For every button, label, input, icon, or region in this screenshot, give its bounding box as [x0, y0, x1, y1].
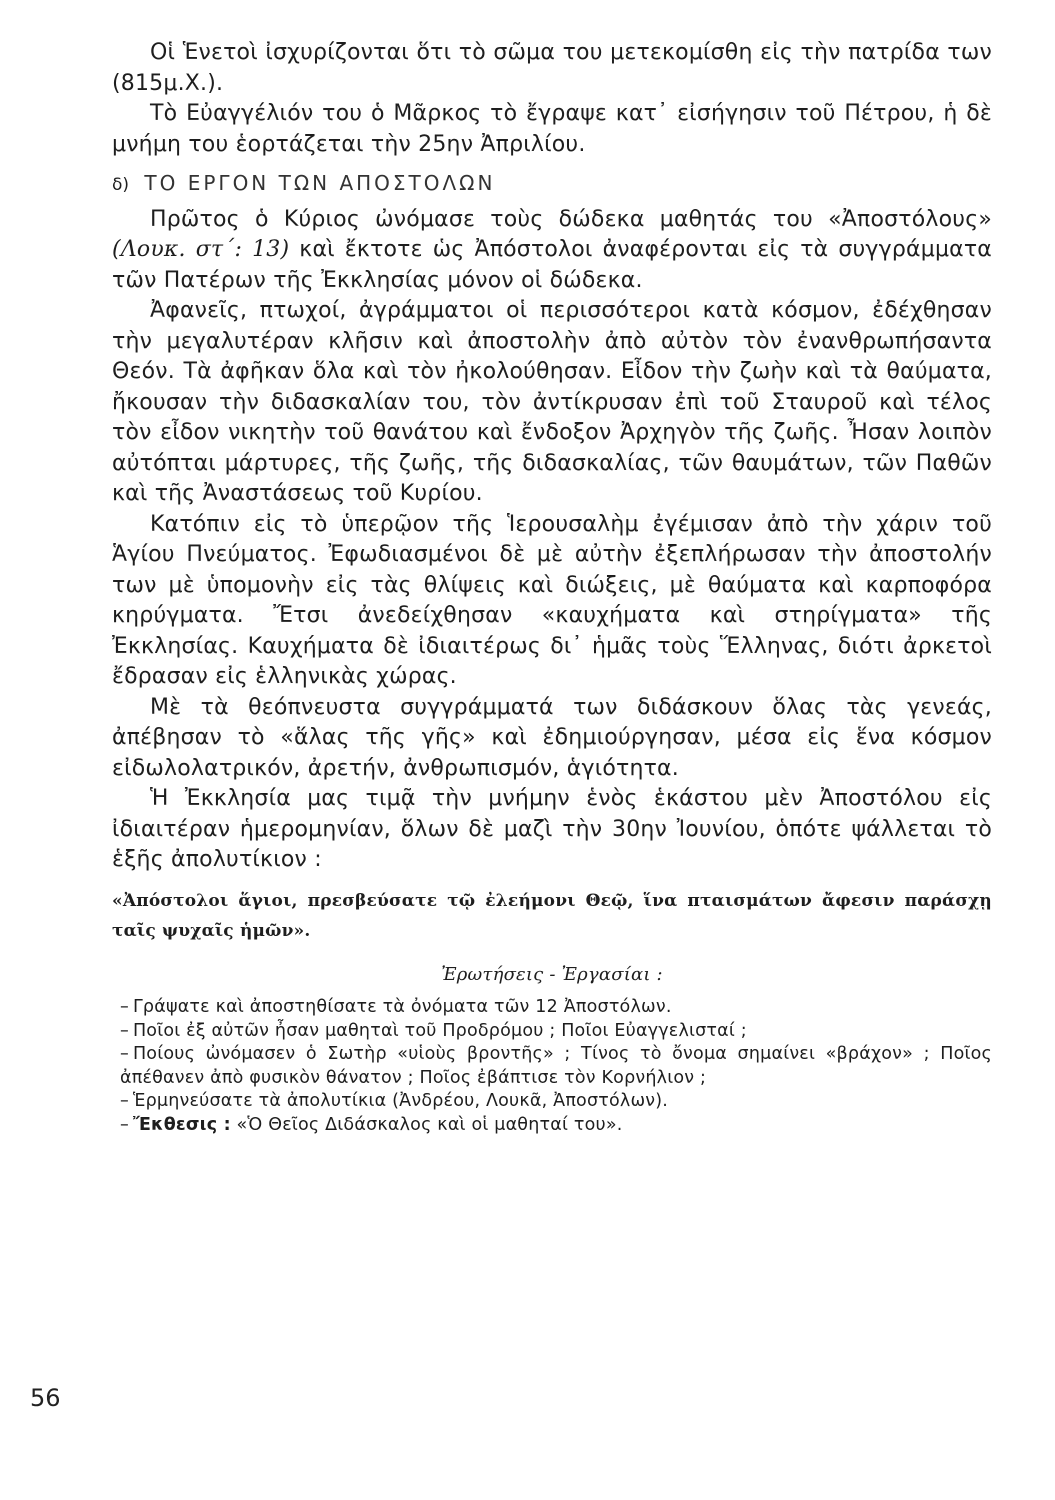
text-span: Πρῶτος ὁ Κύριος ὠνόμασε τοὺς δώδεκα μαθητάς του «Ἀποστόλους» [150, 206, 992, 232]
essay-label: Ἔκθεσις : [132, 1114, 231, 1135]
section-title: ΤΟ ΕΡΓΟΝ ΤΩΝ ΑΠΟΣΤΟΛΩΝ [144, 171, 496, 195]
question-item: – Ἔκθεσις : «Ὁ Θεῖος Διδάσκαλος καὶ οἱ μαθηταί του». [120, 1114, 623, 1135]
main-text [112, 38, 992, 1137]
scripture-reference: (Λουκ. στ´: 13) [112, 237, 290, 262]
section-label: δ) [112, 175, 130, 195]
paragraph-gospel: Τὸ Εὐαγγέλιόν του ὁ Μᾶρκος τὸ ἔγραψε κατ᾽ εἰσήγησιν τοῦ Πέτρου, ἡ δὲ μνήμη του ἑορτάζεται τὴν 25ην Ἀπριλίου. [112, 101, 992, 157]
apolytikion-hymn: «Ἀπόστολοι ἅγιοι, πρεσβεύσατε τῷ ἐλεήμονι Θεῷ, ἵνα πταισμάτων ἄφεσιν παράσχῃ ταῖς ψυχαῖς ἡμῶν». [112, 890, 992, 941]
question-text: Ἑρμηνεύσατε τὰ ἀπολυτίκια (Ἀνδρέου, Λουκᾶ, Ἀποστόλων). [132, 1091, 669, 1111]
questions-title: Ἐρωτήσεις - Ἐργασίαι : [441, 963, 663, 985]
paragraph-feast: Ἡ Ἐκκλησία μας τιμᾷ τὴν μνήμην ἑνὸς ἑκάστου μὲν Ἀποστόλου εἰς ἰδιαιτέραν ἡμερομηνίαν, ὅλων δὲ μαζὶ τὴν 30ην Ἰουνίου, ὁπότε ψάλλεται τὸ ἑξῆς ἀπολυτίκιον : [112, 786, 992, 872]
question-item: – Ποῖοι ἐξ αὐτῶν ἦσαν μαθηταὶ τοῦ Προδρόμου ; Ποῖοι Εὐαγγελισταί ; [120, 1020, 747, 1041]
questions-list [112, 996, 992, 1137]
paragraph-scriptures: Μὲ τὰ θεόπνευστα συγγράμματά των διδάσκουν ὅλας τὰς γενεάς, ἀπέβησαν τὸ «ἅλας τῆς γῆς» καὶ ἐδημιούργησαν, μέσα εἰς ἕνα κόσμον εἰδωλολατρικόν, ἀρετήν, ἀνθρωπισμόν, ἁγιότητα. [112, 694, 992, 781]
question-text: Γράψατε καὶ ἀποστηθίσατε τὰ ὀνόματα τῶν 12 Ἀποστόλων. [132, 997, 672, 1017]
paragraph-relics: Οἱ Ἑνετοὶ ἰσχυρίζονται ὅτι τὸ σῶμα του μετεκομίσθη εἰς τὴν πατρίδα των (815μ.Χ.). [112, 40, 992, 96]
paragraph-apostles-name [112, 205, 992, 297]
question-item: – Ποίους ὠνόμασεν ὁ Σωτὴρ «υἱοὺς βροντῆς» ; Τίνος τὸ ὄνομα σημαίνει «βράχον» ; Ποῖος ἀπέθανεν ἀπὸ φυσικὸν θάνατον ; Ποῖος ἐβάπτισε τὸν Κορνήλιον ; [120, 1044, 992, 1088]
page-number: 56 [30, 1384, 61, 1412]
paragraph-pentecost: Κατόπιν εἰς τὸ ὑπερῷον τῆς Ἱερουσαλὴμ ἐγέμισαν ἀπὸ τὴν χάριν τοῦ Ἁγίου Πνεύματος. Ἐφωδιασμένοι δὲ μὲ αὐτὴν ἐξεπλήρωσαν τὴν ἀποστολήν των μὲ ὑπομονὴν εἰς τὰς θλίψεις καὶ διώξεις, μὲ θαύματα καὶ καρποφόρα κηρύγματα. Ἔτσι ἀνεδείχθησαν «καυχήματα καὶ στηρίγματα» τῆς Ἐκκλησίας. Καυχήματα δὲ ἰδιαιτέρως δι᾽ ἡμᾶς τοὺς Ἕλληνας, διότι ἀρκετοὶ ἔδρασαν εἰς ἑλληνικὰς χώρας. [112, 511, 992, 689]
question-text: Ποῖοι ἐξ αὐτῶν ἦσαν μαθηταὶ τοῦ Προδρόμου ; Ποῖοι Εὐαγγελισταί ; [132, 1020, 747, 1041]
text-span: καὶ ἔκτοτε ὡς Ἀπόστολοι ἀναφέρονται εἰς τὰ συγγράμματα τῶν Πατέρων τῆς Ἐκκλησίας μόνον οἱ δώδεκα. [112, 237, 992, 293]
question-item: – Ἑρμηνεύσατε τὰ ἀπολυτίκια (Ἀνδρέου, Λουκᾶ, Ἀποστόλων). [120, 1091, 669, 1111]
question-text: Ποίους ὠνόμασεν ὁ Σωτὴρ «υἱοὺς βροντῆς» ; Τίνος τὸ ὄνομα σημαίνει «βράχον» ; Ποῖος ἀπέθανεν ἀπὸ φυσικὸν θάνατον ; Ποῖος ἐβάπτισε τὸν Κορνήλιον ; [120, 1044, 992, 1088]
paragraph-apostles-witness: Ἀφανεῖς, πτωχοί, ἀγράμματοι οἱ περισσότεροι κατὰ κόσμον, ἐδέχθησαν τὴν μεγαλυτέραν κλῆσιν καὶ ἀποστολὴν ἀπὸ αὐτὸν τὸν ἐνανθρωπήσαντα Θεόν. Τὰ ἀφῆκαν ὅλα καὶ τὸν ἠκολούθησαν. Εἶδον τὴν ζωὴν καὶ τὰ θαύματα, ἤκουσαν τὴν διδασκαλίαν του, τὸν ἀντίκρυσαν ἐπὶ τοῦ Σταυροῦ καὶ τέλος τὸν εἶδον νικητὴν τοῦ θανάτου καὶ ἔνδοξον Ἀρχηγὸν τῆς ζωῆς. Ἦσαν λοιπὸν αὐτόπται μάρτυρες, τῆς ζωῆς, τῆς διδασκαλίας, τῶν θαυμάτων, τῶν Παθῶν καὶ τῆς Ἀναστάσεως τοῦ Κυρίου. [112, 298, 992, 506]
section-heading [112, 168, 992, 201]
essay-text: «Ὁ Θεῖος Διδάσκαλος καὶ οἱ μαθηταί του». [230, 1114, 623, 1135]
question-item: – Γράψατε καὶ ἀποστηθίσατε τὰ ὀνόματα τῶν 12 Ἀποστόλων. [120, 997, 672, 1017]
